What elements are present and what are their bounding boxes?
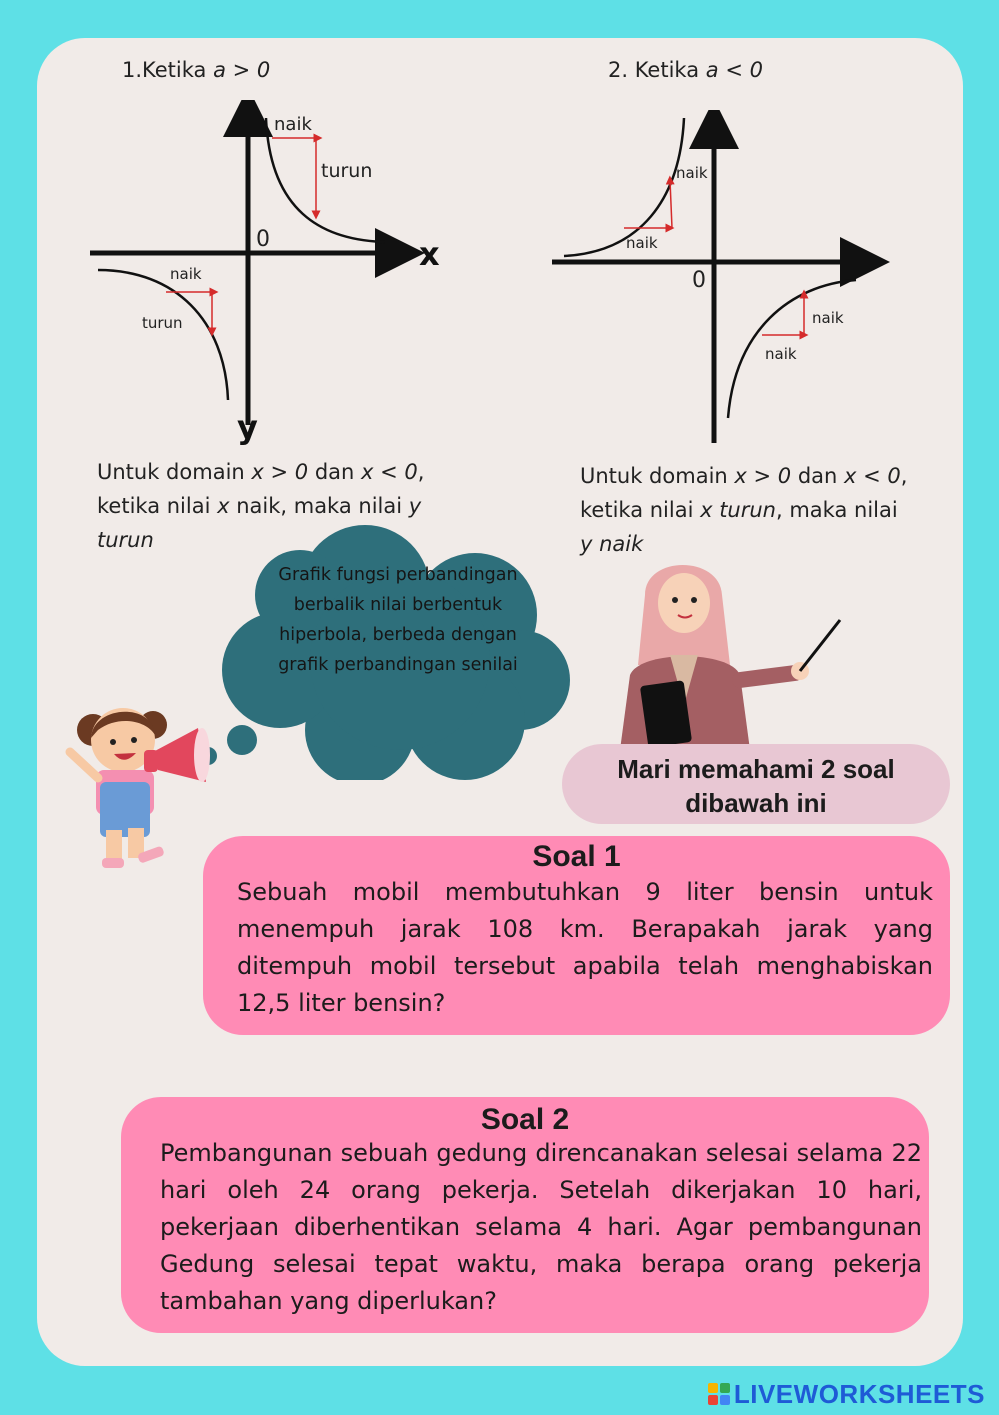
graph1-label-turun-bottom: turun xyxy=(142,314,183,332)
liveworksheets-icon xyxy=(708,1383,730,1405)
graph1-origin-label: 0 xyxy=(256,227,270,252)
graph1-caption: 1.Ketika a > 0 xyxy=(122,58,271,82)
teacher-illustration xyxy=(600,555,850,750)
graph1-label-naik-top: naik xyxy=(274,114,312,135)
instruction-banner xyxy=(562,744,950,824)
graph1-y-label: y xyxy=(237,408,258,446)
soal1-title: Soal 1 xyxy=(532,840,621,873)
graph2-caption: 2. Ketika a < 0 xyxy=(608,58,763,82)
liveworksheets-brand: LIVEWORKSHEETS xyxy=(733,1378,985,1409)
graph2-naik-arrow-top-v xyxy=(670,180,672,228)
cloud-text: Grafik fungsi perbandingan berbalik nilai berbentuk hiperbola, berbeda dengan grafik perbandingan senilai xyxy=(278,565,518,675)
graph2-label-naik-bottom-right: naik xyxy=(812,309,844,327)
soal2-title: Soal 2 xyxy=(480,1103,570,1136)
graph1-curve-q3 xyxy=(98,270,228,400)
graph2-label-naik-top-bottom: naik xyxy=(626,234,658,252)
graph2-label-naik-bottom-bottom: naik xyxy=(765,345,797,363)
graph2-curve-q2 xyxy=(564,118,684,256)
banner-line1: Mari memahami 2 soal xyxy=(617,754,895,784)
graph2-hyperbola-negative xyxy=(540,110,900,455)
graph1-label-turun-top: turun xyxy=(321,160,373,182)
liveworksheets-logo[interactable] xyxy=(708,1379,985,1409)
soal1-body: Sebuah mobil membutuhkan 9 liter bensin untuk menempuh jarak 108 km. Berapakah jarak yang ditempuh mobil tersebut apabila telah menghabiskan 12,5 liter bensin? xyxy=(237,878,933,1017)
soal2-box xyxy=(121,1097,929,1333)
banner-line2: dibawah ini xyxy=(685,788,827,818)
graph1-description: Untuk domain x > 0 dan x < 0, ketika nilai x naik, maka nilai y turun xyxy=(97,460,425,552)
graph1-x-label: x xyxy=(419,235,440,273)
soal2-body: Pembangunan sebuah gedung direncanakan selesai selama 22 hari oleh 24 orang pekerja. Setelah dikerjakan 10 hari, pekerjaan diberhentikan selama 4 hari. Agar pembangunan Gedung selesai tepat waktu, maka berapa orang pekerja tambahan yang diperlukan? xyxy=(160,1139,922,1315)
soal1-box xyxy=(203,836,950,1035)
graph2-label-naik-top-right: naik xyxy=(676,164,708,182)
graph1-label-naik-bottom: naik xyxy=(170,265,202,283)
graph2-origin-label: 0 xyxy=(692,268,706,293)
graph1-hyperbola-positive xyxy=(80,100,440,450)
girl-megaphone-illustration xyxy=(58,690,218,885)
graph2-description: Untuk domain x > 0 dan x < 0, ketika nilai x turun, maka nilai y naik xyxy=(580,464,908,556)
